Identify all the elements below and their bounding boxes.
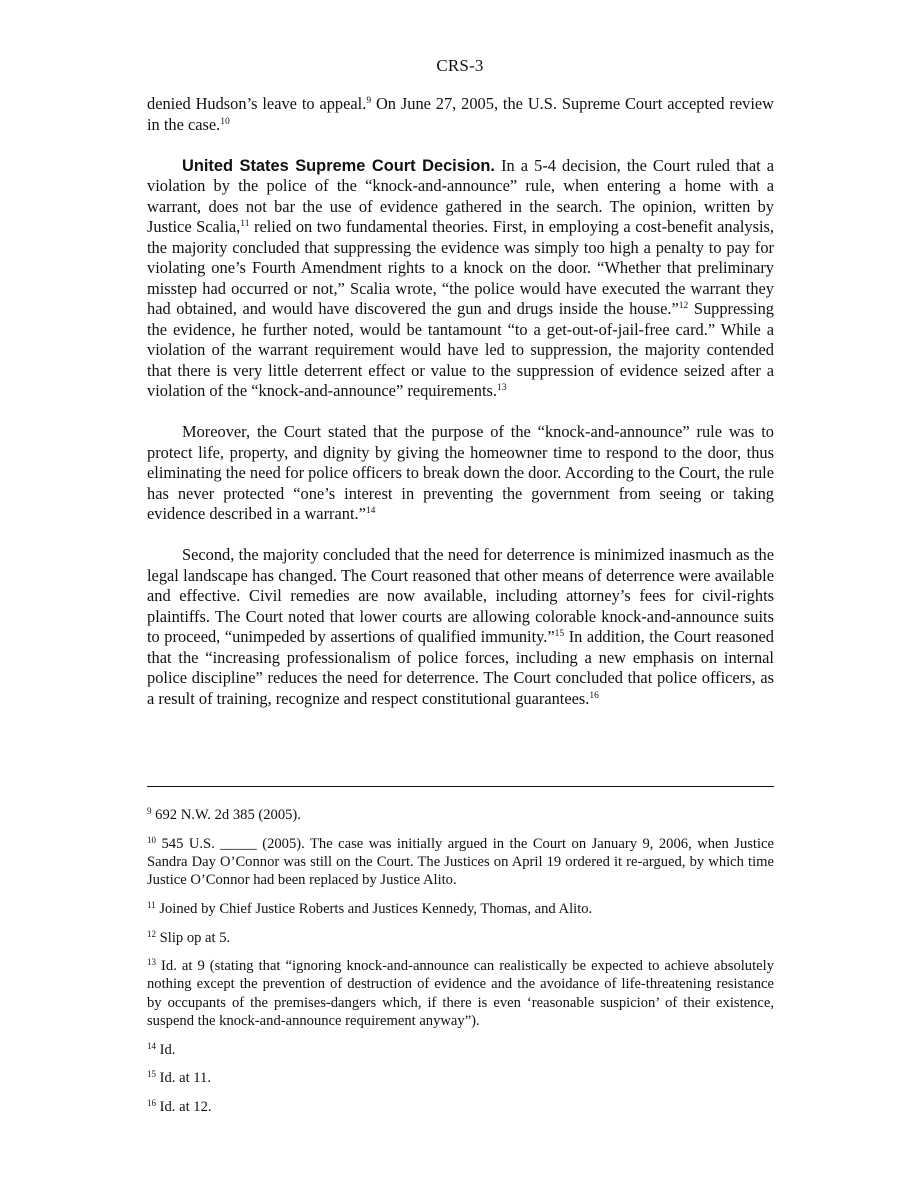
footnote-reference[interactable]: 9: [366, 96, 372, 106]
footnote-text: Slip op at 5.: [156, 929, 231, 946]
footnote-reference[interactable]: 15: [554, 629, 565, 639]
footnote-item: [147, 957, 774, 1030]
paragraph-text: Second, the majority concluded that the need for deterrence is minimized inasmuch as the legal landscape has changed. The Court reasoned that other means of deterrence were available and effective. Civil remedies are now available, including attorney’s fees for civil-rights plaintiffs. The Court noted that lower courts are allowing colorable knock-and-announce suits to proceed, “unimpeded by assertions of qualified immunity.”: [147, 545, 774, 646]
paragraph-text: denied Hudson’s leave to appeal.: [147, 94, 367, 113]
footnote-item: [147, 1069, 774, 1087]
footnote-number: 15: [147, 1069, 156, 1080]
footnote-reference[interactable]: 14: [365, 506, 376, 516]
paragraph-text: relied on two fundamental theories. First, in employing a cost-benefit analysis, the majority concluded that suppressing the evidence was simply too high a penalty to pay for violating one’s Fourth Amendment rights to a knock on the door. “Whether that preliminary misstep had occurred or not,” Scalia wrote, “the police would have executed the warrant they had obtained, and would have discovered the gun and drugs inside the house.”: [147, 217, 775, 318]
footnote-number: 14: [147, 1040, 156, 1051]
paragraph-text: Moreover, the Court stated that the purpose of the “knock-and-announce” rule was to protect life, property, and dignity by giving the homeowner time to respond to the door, thus eliminating the need for police officers to break down the door. According to the Court, the rule has never protected “one’s interest in preventing the government from seeing or taking evidence described in a warrant.”: [147, 422, 774, 523]
footnote-number: 11: [147, 899, 156, 910]
footnote-number: 16: [147, 1097, 156, 1108]
footnote-item: [147, 806, 774, 824]
footnote-text: Joined by Chief Justice Roberts and Justices Kennedy, Thomas, and Alito.: [155, 900, 593, 917]
footnote-reference[interactable]: 12: [678, 301, 689, 311]
footnote-number: 10: [147, 834, 156, 845]
paragraph-text: On June 27, 2005, the U.S. Supreme Court accepted review in the case.: [147, 94, 774, 134]
paragraph-text: In a 5-4 decision, the Court ruled that a violation by the police of the “knock-and-announce” rule, when entering a home with a warrant, does not bar the use of evidence gathered in the search. The opinion, written by Justice Scalia,: [147, 155, 774, 236]
footnote-item: [147, 1041, 774, 1059]
footnote-reference[interactable]: 10: [220, 116, 230, 127]
body-text: [147, 94, 774, 730]
footnote-divider: [147, 786, 774, 787]
footnote-reference[interactable]: 13: [497, 383, 507, 393]
footnote-item: [147, 1098, 774, 1116]
paragraph-1: [147, 94, 774, 135]
footnote-text: Id. at 9 (stating that “ignoring knock-and-announce can realistically be expected to achieve absolutely nothing except the prevention of destruction of evidence and the avoidance of life-threatening resistance by occupants of the premises-dangers which, if there is even ‘reasonable suspicion’ of their existence, suspend the knock-and-announce requirement anyway”).: [147, 958, 774, 1029]
paragraph-4: [147, 545, 774, 709]
footnote-number: 13: [147, 957, 156, 968]
paragraph-3: [147, 422, 774, 525]
footnote-text: Id. at 12.: [156, 1098, 212, 1115]
footnote-reference[interactable]: 16: [589, 690, 599, 701]
page-number-header: CRS-3: [436, 56, 484, 75]
footnote-item: [147, 835, 774, 890]
footnote-text: Id. at 11.: [156, 1070, 211, 1087]
footnote-item: [147, 929, 774, 947]
paragraph-text: Suppressing the evidence, he further noted, would be tantamount “to a get-out-of-jail-free card.” While a violation of the warrant requirement would have led to suppression, the majority contended that there is very little deterrent effect or value to the suppression of evidence seized after a violation of the “knock-and-announce” requirements.: [147, 299, 774, 400]
footnote-text: Id.: [156, 1041, 176, 1058]
footnote-reference[interactable]: 11: [240, 219, 250, 229]
footnote-item: [147, 900, 774, 918]
footnote-text: 545 U.S. _____ (2005). The case was initially argued in the Court on January 9, 2006, when Justice Sandra Day O’Connor was still on the Court. The Justices on April 19 ordered it re-argued, by which time Justice O’Connor had been replaced by Justice Alito.: [147, 835, 774, 889]
footnote-number: 12: [147, 928, 156, 939]
footnote-number: 9: [147, 806, 152, 816]
section-heading: United States Supreme Court Decision.: [182, 156, 495, 175]
paragraph-2: [147, 156, 774, 402]
paragraph-text: In addition, the Court reasoned that the “increasing professionalism of police forces, including a new emphasis on internal police discipline” reduces the need for deterrence. The Court concluded that police officers, as a result of training, recognize and respect constitutional guarantees.: [147, 627, 774, 708]
footnote-text: 692 N.W. 2d 385 (2005).: [151, 807, 301, 823]
footnotes-section: [147, 806, 774, 1127]
